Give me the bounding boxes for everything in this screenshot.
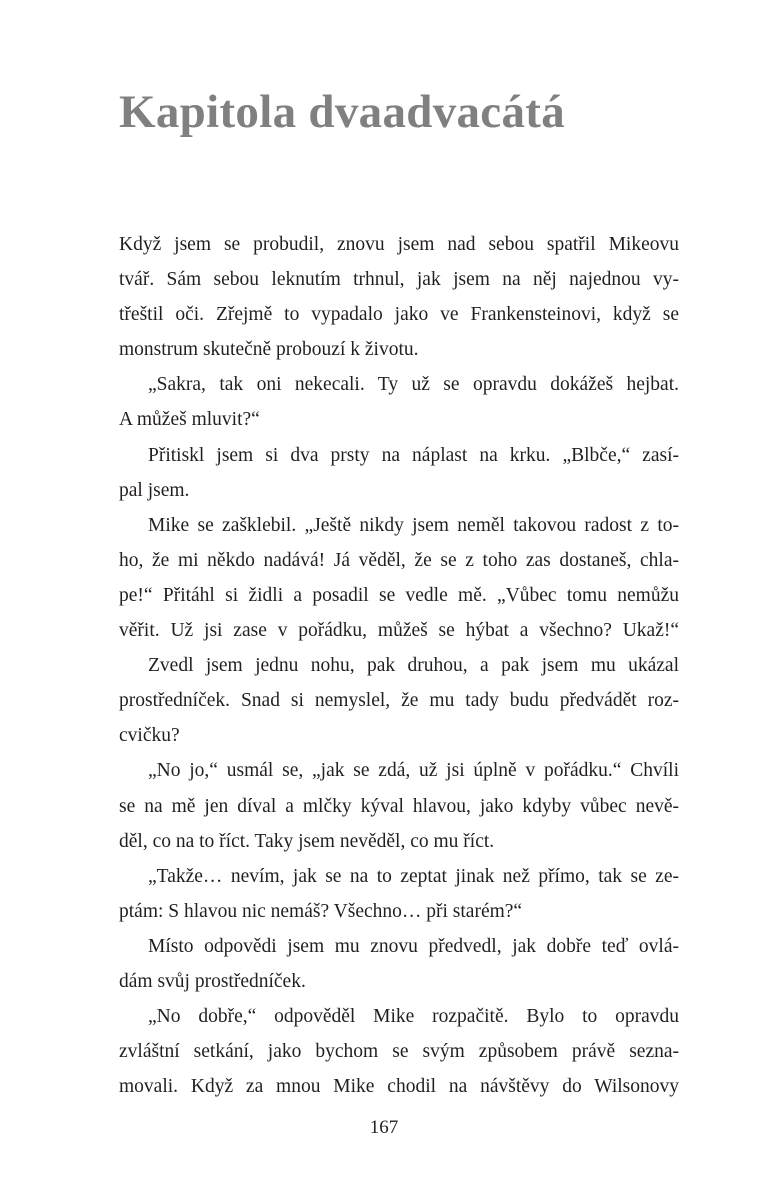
text-line: „Sakra, tak oni nekecali. Ty už se opravdu dokážeš hejbat. bbox=[148, 374, 679, 396]
text-line: movali. Když za mnou Mike chodil na návštěvy do Wilsonovy bbox=[119, 1076, 679, 1098]
text-line: Mike se zašklebil. „Ještě nikdy jsem neměl takovou radost z to- bbox=[148, 514, 679, 536]
text-line: zvláštní setkání, jako bychom se svým způsobem právě sezna- bbox=[119, 1041, 679, 1063]
text-line: cvičku? bbox=[119, 725, 180, 747]
text-line: ptám: S hlavou nic nemáš? Všechno… při starém?“ bbox=[119, 900, 523, 922]
text-line: tvář. Sám sebou leknutím trhnul, jak jsem na něj najednou vy- bbox=[119, 269, 679, 291]
text-line: Když jsem se probudil, znovu jsem nad sebou spatřil Mikeovu bbox=[119, 234, 679, 255]
text-line: „No dobře,“ odpověděl Mike rozpačitě. Bylo to opravdu bbox=[148, 1006, 679, 1028]
text-line: děl, co na to říct. Taky jsem nevěděl, co mu říct. bbox=[119, 830, 495, 852]
text-line: třeštil oči. Zřejmě to vypadalo jako ve Frankensteinovi, když se bbox=[119, 304, 679, 326]
text-line: Místo odpovědi jsem mu znovu předvedl, jak dobře teď ovlá- bbox=[148, 935, 679, 957]
chapter-title: Kapitola dvaadvacátá bbox=[119, 86, 566, 138]
text-line: prostředníček. Snad si nemyslel, že mu tady budu předvádět roz- bbox=[119, 690, 679, 712]
text-line: dám svůj prostředníček. bbox=[119, 970, 306, 992]
text-line: se na mě jen díval a mlčky kýval hlavou, jako kdyby vůbec nevě- bbox=[119, 795, 679, 817]
text-line: Přitiskl jsem si dva prsty na náplast na krku. „Blbče,“ zasí- bbox=[148, 444, 679, 466]
text-line: A můžeš mluvit?“ bbox=[119, 409, 260, 431]
text-line: „Takže… nevím, jak se na to zeptat jinak než přímo, tak se ze- bbox=[148, 865, 679, 887]
text-line: ho, že mi někdo nadává! Já věděl, že se z toho zas dostaneš, chla- bbox=[119, 549, 679, 571]
text-line: „No jo,“ usmál se, „jak se zdá, už jsi úplně v pořádku.“ Chvíli bbox=[148, 760, 679, 782]
text-line: Zvedl jsem jednu nohu, pak druhou, a pak jsem mu ukázal bbox=[148, 655, 679, 677]
page-number: 167 bbox=[369, 1117, 399, 1138]
text-line: věřit. Už jsi zase v pořádku, můžeš se hýbat a všechno? Ukaž!“ bbox=[119, 620, 679, 642]
body-text bbox=[119, 227, 679, 1104]
text-line: monstrum skutečně probouzí k životu. bbox=[119, 339, 419, 361]
text-line: pe!“ Přitáhl si židli a posadil se vedle mě. „Vůbec tomu nemůžu bbox=[119, 584, 679, 606]
text-line: pal jsem. bbox=[119, 479, 190, 501]
